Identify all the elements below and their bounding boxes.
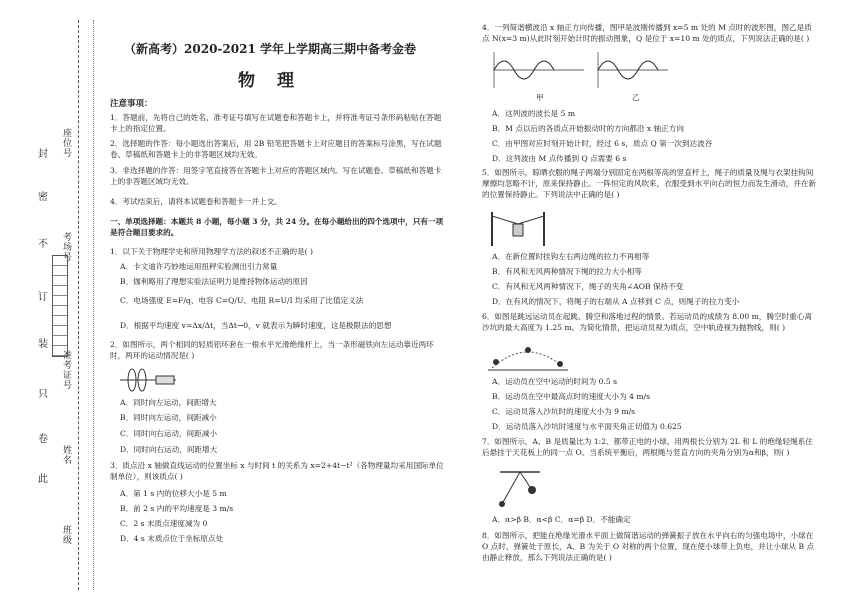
option: A．运动员在空中运动的时间为 0.5 s	[492, 377, 618, 386]
charged-balls-figure	[490, 470, 550, 510]
option: A．这列波的波长是 5 m	[492, 109, 576, 118]
question-stem: 8．如图所示，把能在绝缘光滑水平面上做简谐运动的弹簧振子放在水平向右的匀强电场中，小球在 O 点时，弹簧处于原长，A、B 为关于 O 对称的两个位置，现在使小球带上负电，并让小球从 B 点由静止释放，那么下列说法正确的是( )	[482, 531, 815, 562]
seal-char: 订	[38, 292, 48, 303]
option: A．卡文迪许巧妙地运用扭秤实验测出引力常量	[120, 262, 278, 271]
notes-heading: 注意事项：	[110, 99, 153, 109]
option: A．第 1 s 内的位移大小是 5 m	[120, 489, 227, 498]
seal-char: 不	[38, 239, 48, 250]
question-stem: 2．如图所示，两个相同的轻质铝环套在一根水平光滑绝缘杆上，当一条形磁铁向左运动靠近两环时，两环的运动情况是( )	[110, 340, 434, 360]
option: D．运动员落入沙坑时速度与水平面夹角正切值为 0.625	[492, 422, 682, 431]
option: B．M 点以后的各质点开始振动时的方向都沿 x 轴正方向	[492, 124, 684, 133]
figure-label-b: 乙	[632, 93, 640, 102]
question-stem: 1．以下关于物理学史和所用物理学方法的叙述不正确的是( )	[110, 247, 314, 256]
option: A．同时向左运动，间距增大	[120, 398, 217, 407]
ticket-number-label: 准考证号	[61, 350, 71, 390]
ticket-number-boxes[interactable]	[52, 255, 68, 357]
seal-char: 此	[38, 474, 48, 485]
option: B．同时向左运动，间距减小	[120, 413, 217, 422]
option: C．电场强度 E=F/q、电容 C=Q/U、电阻 R=U/I 均采用了比值定义法	[120, 296, 364, 305]
name-label: 姓名	[61, 445, 71, 465]
figure-label-a: 甲	[536, 93, 544, 102]
seal-char: 密	[38, 192, 48, 203]
wave-graph-a	[488, 50, 588, 90]
note-item: 1．答题前，先将自己的姓名、准考证号填写在试题卷和答题卡上，并将准考证号条形码粘贴在答题卡上的指定位置。	[110, 113, 442, 133]
question-stem: 7．如图所示，A、B 是质量比为 1:2、都带正电的小球，用两根长分别为 2L 和 L 的绝缘轻绳系住后悬挂于天花板上的同一点 O。当系统平衡后，两根绳与竖直方向的夹角分别为α和β，则( )	[482, 437, 813, 457]
seal-char: 只	[38, 389, 48, 400]
binding-strip	[0, 0, 95, 608]
option: D．4 s 末质点位于坐标原点处	[120, 534, 224, 543]
option: B．前 2 s 内的平均速度是 3 m/s	[120, 504, 234, 513]
exam-title: （新高考）2020-2021 学年上学期高三期中备考金卷	[124, 42, 416, 56]
option: D．在有风的情况下，将绳子的右端从 A 点移到 C 点，则绳子的拉力变小	[492, 297, 740, 306]
option: A．在新位置时挂钩左右两边绳的拉力不再相等	[492, 252, 650, 261]
seal-char: 装	[38, 339, 48, 350]
question-stem: 6．如图是跳远运动员在起跳、腾空和落地过程的情景。若运动员的成绩为 8.00 m，腾空时重心离沙坑的最大高度为 1.25 m。为简化情景，把运动员视为质点，空中轨迹视为抛物线，则( )	[482, 312, 812, 332]
seal-line-inner	[93, 20, 94, 590]
rings-magnet-figure	[118, 366, 178, 394]
option: B．有风和无风两种情况下绳的拉力大小相等	[492, 267, 642, 276]
subject-title: 物 理	[238, 71, 302, 91]
option: B．运动员在空中最高点时的速度大小为 4 m/s	[492, 392, 650, 401]
wave-graph-b	[592, 50, 672, 90]
option: B．伽利略用了理想实验法证明力是维持物体运动的原因	[120, 277, 308, 286]
note-item: 2．选择题的作答：每小题选出答案后，用 2B 铅笔把答题卡上对应题目的答案标号涂黑，写在试题卷、草稿纸和答题卡上的非答题区域均无效。	[110, 139, 442, 159]
exam-room-label: 考场号	[61, 232, 71, 262]
long-jump-figure	[488, 342, 568, 372]
option: C．2 s 末质点速度减为 0	[120, 519, 208, 528]
option-row: A．α>β B．α<β C．α=β D．不能确定	[492, 515, 631, 524]
option: C．由甲图对应时刻开始计时，经过 6 s，质点 Q 第一次到达波谷	[492, 139, 713, 148]
note-item: 4．考试结束后，请将本试题卷和答题卡一并上交。	[110, 197, 282, 206]
seal-char: 封	[38, 149, 48, 160]
option: D．这列波由 M 点传播到 Q 点需要 6 s	[492, 154, 627, 163]
question-stem: 4．一列简谐横波沿 x 轴正方向传播，图甲是波刚传播到 x=5 m 处的 M 点时的波形图，图乙是质点 N(x=3 m)从此时刻开始计时的振动图象，Q 是位于 x=10 m 处的质点，下列说法正确的是( )	[482, 23, 812, 43]
option: C．运动员落入沙坑时的速度大小为 9 m/s	[492, 407, 636, 416]
question-stem: 3．质点沿 x 轴做直线运动的位置坐标 x 与时间 t 的关系为 x=2+4t−t²（各物理量均采用国际单位制单位），则该质点( )	[110, 461, 444, 481]
option: D．根据平均速度 v=Δx/Δt，当Δt→0，v 就表示为瞬时速度，这是极限法的思想	[120, 321, 392, 330]
clothesline-figure	[488, 210, 548, 248]
seal-line	[78, 20, 79, 590]
option: C．同时向右运动，间距减小	[120, 429, 217, 438]
option: D．同时向右运动，间距增大	[120, 445, 218, 454]
class-label: 班级	[61, 525, 71, 545]
section-heading: 一、单项选择题：本题共 8 小题，每小题 3 分，共 24 分。在每小题给出的四个选项中，只有一项是符合题目要求的。	[110, 217, 444, 237]
question-stem: 5．如图所示，晾晒衣服的绳子两端分别固定在两根等高的竖直杆上，绳子的质量及绳与衣架挂钩间摩擦均忽略不计，原来保持静止。一阵恒定的风吹来，衣服受到水平向右的恒力而发生滑动，并在新的位置保持静止。下列说法中正确的是( )	[482, 168, 817, 199]
seat-number-label: 座位号	[61, 128, 71, 158]
option: C．有风和无风两种情况下，绳子的夹角∠AOB 保持不变	[492, 282, 684, 291]
note-item: 3．非选择题的作答：用签字笔直接答在答题卡上对应的答题区域内。写在试题卷、草稿纸和答题卡上的非答题区域均无效。	[110, 166, 442, 186]
seal-char: 卷	[38, 434, 48, 445]
